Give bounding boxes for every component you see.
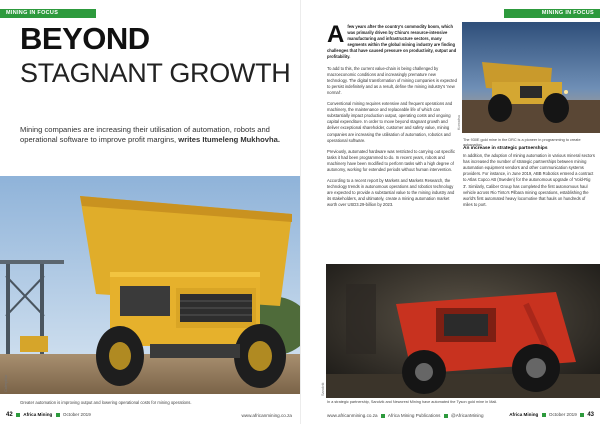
text-column-1 bbox=[327, 21, 457, 214]
headline-line-2: STAGNANT GROWTH bbox=[20, 58, 291, 88]
twitter-icon[interactable] bbox=[444, 414, 448, 418]
text-column-2 bbox=[463, 146, 595, 213]
social-handle-1[interactable]: Africa Mining Publications bbox=[387, 413, 441, 418]
issue-date: October 2019 bbox=[62, 412, 91, 417]
photo-credit: Caterpillar bbox=[4, 374, 8, 392]
left-footer bbox=[6, 412, 91, 418]
social-handle-2[interactable]: @AfricanMining bbox=[451, 413, 484, 418]
square-icon bbox=[542, 413, 546, 417]
subheading: An increase in strategic partnerships bbox=[463, 146, 548, 151]
body-paragraph: To add to this, the current value-chain is being challenged by macroeconomic conditions and increasingly premature new technology. The digital transformation of mining companies is expected to persist indefinitely and as a result, define the mining industry's 'new normal'. bbox=[327, 65, 457, 95]
magazine-name: Africa Mining bbox=[23, 412, 53, 417]
underground-loader-photo bbox=[326, 264, 600, 398]
bottom-photo-caption: In a strategic partnership, Sandvik and Newcrest Mining have automated the Tyson gold mine in Mali. bbox=[327, 400, 498, 404]
photo-caption: Greater automation is improving output and lowering operational costs for mining operations. bbox=[20, 400, 192, 405]
footer-url[interactable]: www.africanmining.co.za bbox=[241, 413, 292, 418]
body-paragraph: In addition, the adoption of mining automation in various mineral sectors has increased the number of strategic partnerships between mining automation equipment vendors and other communication systems providers. For instance, in June 2019, ABB Robotics entered a contract to Atlas Copco AB (Sweden) for the autonomous upgrade of 'Vold-Rig 3'. Similarly, Caliber Group has completed the first autonomous haul vehicle across Rio Tinto's Pilbara mining operations, establishing the world's first automated heavy locomotive that hauls on hundreds of miles to port. bbox=[463, 153, 595, 207]
section-tag: MINING IN FOCUS bbox=[504, 9, 600, 18]
page-number: 42 bbox=[6, 412, 13, 418]
byline: writes Itumeleng Mukhovha. bbox=[178, 135, 280, 145]
autonomous-truck-photo bbox=[462, 22, 600, 133]
intro-paragraph bbox=[327, 21, 457, 61]
haul-truck-photo bbox=[0, 176, 300, 394]
drop-cap: A bbox=[327, 21, 345, 48]
top-photo-caption: The 930E gold mine in the DRC is a pioneer in programming to create automation. bbox=[463, 138, 581, 147]
body-paragraph: Conventional mining requires extensive and frequent operations and machinery, the maintenance and replaceable life of which can substantially impact production output, operating costs and ongoing capital expenditure. In order to move beyond stagnant growth and deliver exceptional shareholder, customer and safety value, mining companies are increasing the utilisation of automation, robotics and operational software. bbox=[327, 101, 453, 143]
top-photo-credit: Komatsu bbox=[457, 115, 461, 130]
body-paragraph: Previously, automated hardware was restricted to carrying out specific tasks it had been programmed to do. In recent years, robots and machinery have been modified to perform tasks with a high degree of autonomy, working for extended periods without human intervention. bbox=[327, 148, 456, 172]
facebook-icon[interactable] bbox=[381, 414, 385, 418]
section-tag: MINING IN FOCUS bbox=[0, 9, 96, 18]
square-icon bbox=[56, 413, 60, 417]
headline-line-1: BEYOND bbox=[20, 21, 150, 56]
bottom-photo-credit: Sandvik bbox=[321, 382, 325, 396]
square-icon bbox=[16, 413, 20, 417]
intro-text: few years after the country's commodity boom, which was primarily driven by China's resource-intensive manufacturing and infrastructure sectors, many segments within the global mining industry are finding challenges that have caused pressure on productivity, output and profitability. bbox=[327, 24, 457, 60]
right-footer-right bbox=[509, 412, 594, 418]
issue-date: October 2019 bbox=[548, 412, 577, 417]
magazine-name: Africa Mining bbox=[509, 412, 539, 417]
right-footer-left bbox=[327, 413, 484, 418]
footer-url[interactable]: www.africanmining.co.za bbox=[327, 413, 378, 418]
page-number: 43 bbox=[587, 412, 594, 418]
body-paragraph: According to a recent report by Markets and Markets Research, the technology trends in autonomous operations and robotics technology are expected to provide a substantial value to the mining industry and its stakeholders, and ultimately, create a mining automation market worth over USD3.29-billion by 2023. bbox=[327, 178, 455, 208]
standfirst-text: Mining companies are increasing their utilisation of automation, robots and operational software to improve profit margins, bbox=[20, 125, 270, 145]
standfirst bbox=[20, 125, 290, 145]
square-icon bbox=[580, 413, 584, 417]
